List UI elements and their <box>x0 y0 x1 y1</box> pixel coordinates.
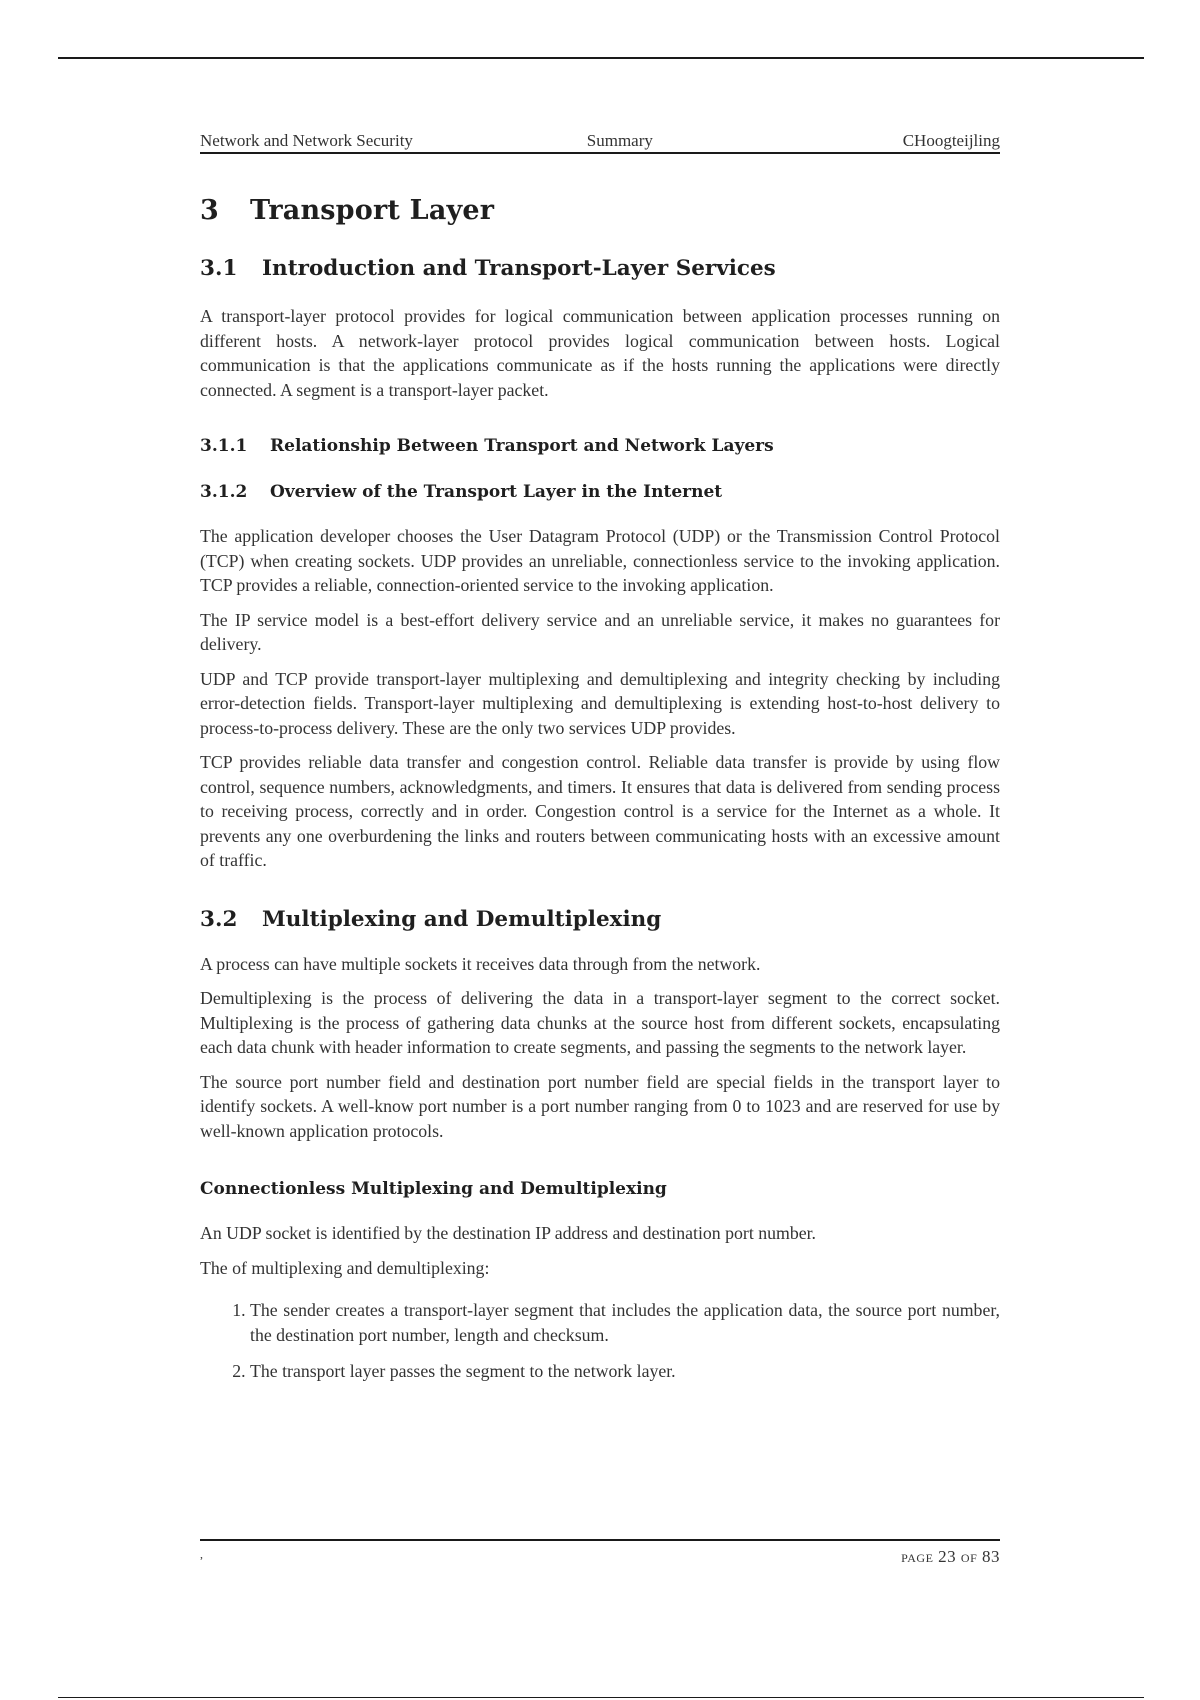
running-header <box>200 125 1000 154</box>
paragraph: UDP and TCP provide transport-layer multiplexing and demultiplexing and integrity checking by including error-detection fields. Transport-layer multiplexing and demultiplexing is extending host-to-host delivery to process-to-process delivery. These are the only two services UDP provides. <box>200 668 1000 738</box>
header-author: CHoogteijling <box>902 131 1000 150</box>
top-frame-rule <box>58 57 1144 59</box>
subsection-3-2-title: Multiplexing and Demultiplexing <box>262 906 662 932</box>
numbered-list <box>200 1298 1000 1384</box>
subsubsection-3-1-2-title: Overview of the Transport Layer in the Internet <box>270 482 723 502</box>
subsection-3-1-number: 3.1 <box>200 256 238 281</box>
paragraph: The source port number field and destination port number field are special fields in the transport layer to identify sockets. A well-know port number is a port number ranging from 0 to 1023 and are reserved for use by well-known application protocols. <box>200 1071 1000 1141</box>
subsubsection-3-1-1-heading <box>200 435 1000 457</box>
paragraph: A process can have multiple sockets it receives data through from the network. <box>200 953 761 974</box>
paragraph: An UDP socket is identified by the destination IP address and destination port number. <box>200 1223 816 1243</box>
subsubsection-3-1-2-number: 3.1.2 <box>200 482 248 502</box>
subsubsection-3-1-1-title: Relationship Between Transport and Network Layers <box>270 436 774 456</box>
page-content <box>200 125 1000 1384</box>
bottom-frame-rule <box>58 1697 1144 1698</box>
subsection-3-2-number: 3.2 <box>200 906 238 932</box>
header-course-title: Network and Network Security <box>200 131 413 150</box>
subsection-3-2-heading <box>200 906 1000 934</box>
page-number: page 23 of 83 <box>901 1547 1000 1566</box>
subsubsection-3-1-1-number: 3.1.1 <box>200 436 248 456</box>
paragraph: The of multiplexing and demultiplexing: <box>200 1257 490 1278</box>
paragraph: Demultiplexing is the process of delivering the data in a transport-layer segment to the correct socket. Multiplexing is the process of gathering data chunks at the source host from different sockets, encapsulating each data chunk with header information to create segments, and passing the segments to the network layer. <box>200 988 1000 1057</box>
footer-left-mark: , <box>200 1547 203 1561</box>
running-footer <box>200 1539 1000 1567</box>
subsection-3-1-title: Introduction and Transport-Layer Services <box>262 256 776 281</box>
subsection-3-1-heading <box>200 255 1000 283</box>
section-number: 3 <box>200 195 219 226</box>
paragraph: A transport-layer protocol provides for logical communication between application processes running on different hosts. A network-layer protocol provides logical communication between hosts. Logical communication is that the applications communicate as if the hosts running the applications were directly connected. A segment is a transport-layer packet. <box>200 306 1000 400</box>
list-item: 1. The sender creates a transport-layer segment that includes the application data, the source port number, the destination port number, length and checksum. <box>250 1298 1000 1347</box>
section-heading <box>200 194 1000 228</box>
paragraph: The IP service model is a best-effort delivery service and an unreliable service, it makes no guarantees for delivery. <box>200 609 1000 654</box>
paragraph: The application developer chooses the User Datagram Protocol (UDP) or the Transmission Control Protocol (TCP) when creating sockets. UDP provides an unreliable, connectionless service to the invoking application. TCP provides a reliable, connection-oriented service to the invoking application. <box>200 526 1000 595</box>
list-item: 2. The transport layer passes the segment to the network layer. <box>250 1359 1000 1384</box>
connectionless-heading: Connectionless Multiplexing and Demultiplexing <box>200 1179 667 1199</box>
header-doc-type: Summary <box>586 131 653 150</box>
section-title: Transport Layer <box>250 195 495 226</box>
paragraph: TCP provides reliable data transfer and congestion control. Reliable data transfer is provide by using flow control, sequence numbers, acknowledgments, and timers. It ensures that data is delivered from sending process to receiving process, correctly and in order. Congestion control is a service for the Internet as a whole. It prevents any one overburdening the links and routers between communicating hosts with an excessive amount of traffic. <box>200 752 1000 870</box>
subsubsection-3-1-2-heading <box>200 481 1000 503</box>
